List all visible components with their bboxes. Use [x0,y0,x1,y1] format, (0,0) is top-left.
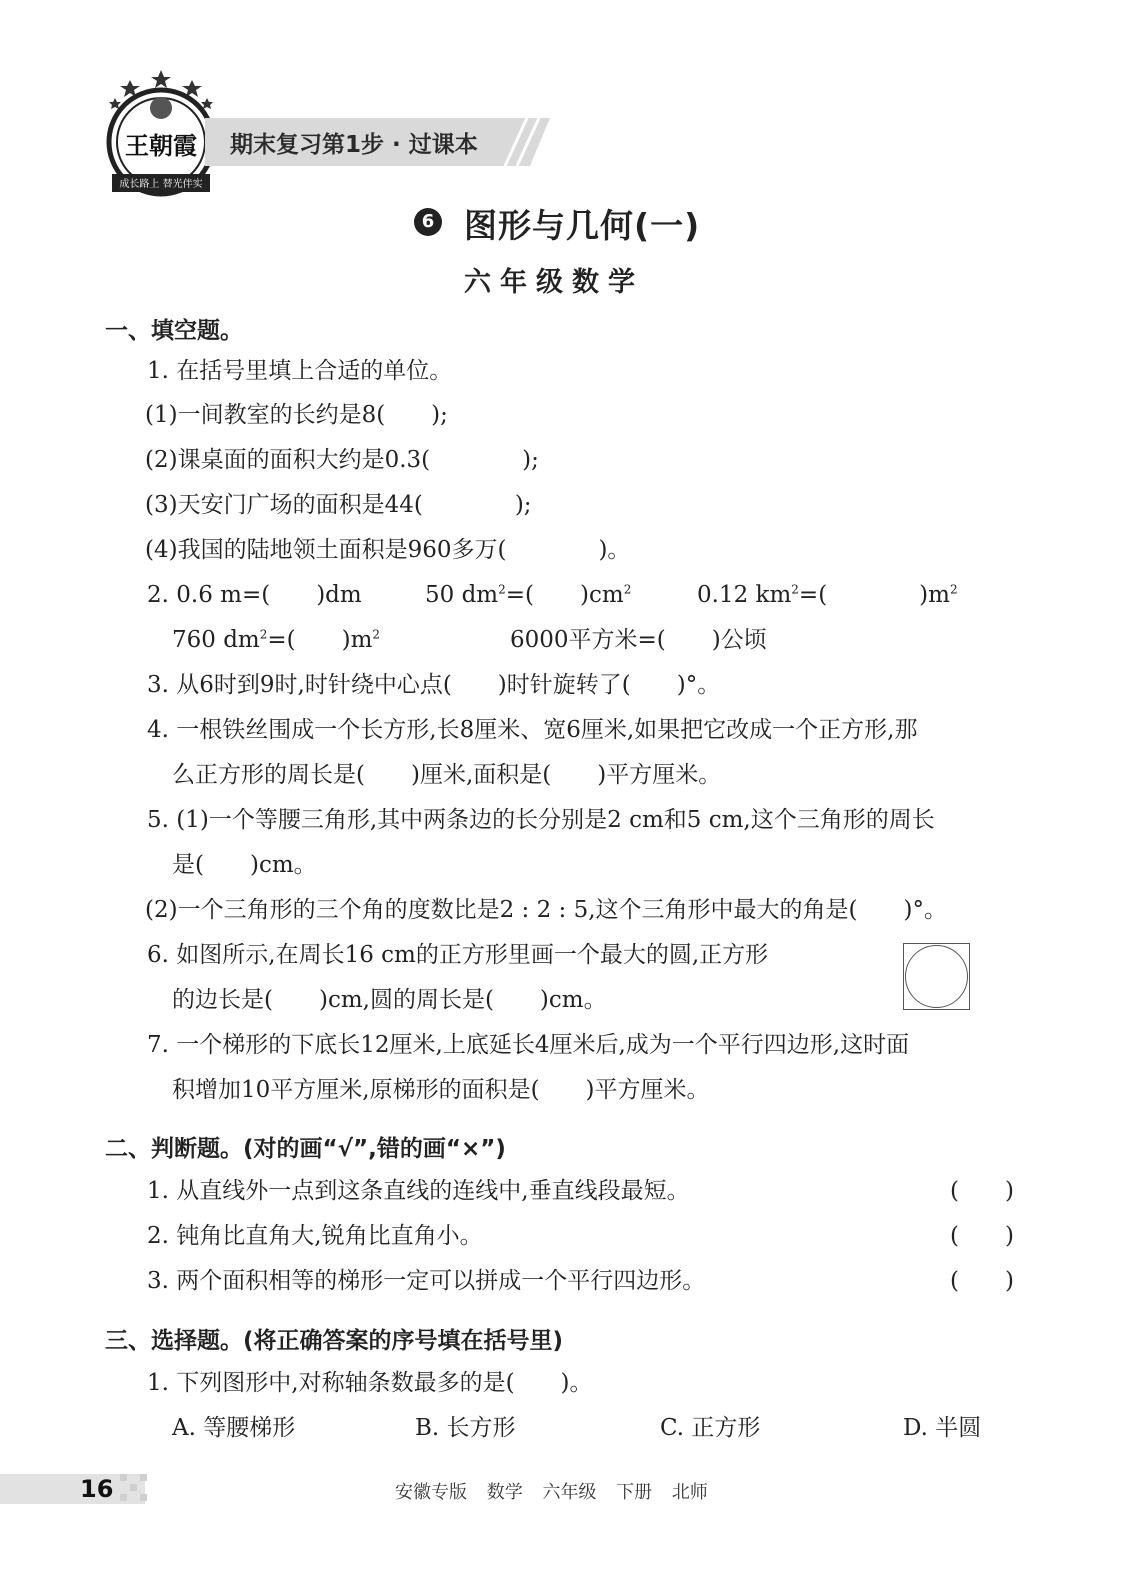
answer-paren-1: ( ) [950,1178,1014,1204]
question-1-4: (4)我国的陆地领土面积是960多万( )。 [145,537,631,563]
judge-item-2: 2. 钝角比直角大,锐角比直角小。 [147,1223,483,1249]
question-2d: 760 $dm^2=$( )$m^2$ [172,627,381,653]
banner-title: 期末复习第1步 · 过课本 [230,132,478,158]
judge-item-3: 3. 两个面积相等的梯形一定可以拼成一个平行四边形。 [147,1268,706,1294]
svg-text:王朝霞: 王朝霞 [125,131,197,160]
question-5-line1: 5. (1)一个等腰三角形,其中两条边的长分别是2 cm和5 cm,这个三角形的周长 [147,807,935,833]
question-3: 3. 从6时到9时,时针绕中心点( )时针旋转了( )°。 [147,672,721,698]
page-subtitle: 六年级数学 [464,267,644,298]
question-2e: 6000平方米=( )公顷 [510,627,767,653]
page-number: 16 [80,1475,114,1503]
page-title: 图形与几何(一) [464,206,701,245]
section-heading-true-false: 二、判断题。(对的画“√”,错的画“×”) [105,1136,506,1162]
answer-paren-3: ( ) [950,1268,1014,1294]
question-1-1: (1)一间教室的长约是8( ); [145,402,448,428]
question-4-line2: 么正方形的周长是( )厘米,面积是( )平方厘米。 [172,762,722,788]
unit-number-badge: 6 [414,208,442,236]
footer-dots [120,1474,150,1508]
question-4-line1: 4. 一根铁丝围成一个长方形,长8厘米、宽6厘米,如果把它改成一个正方形,那 [147,717,918,743]
question-2c: 0.12 $km^2=$( )$m^2$ [697,582,958,608]
option-b: B. 长方形 [415,1415,516,1441]
answer-paren-2: ( ) [950,1223,1014,1249]
svg-text:成长路上 替光伴实: 成长路上 替光伴实 [119,179,203,190]
footer-edition: 安徽专版 数学 六年级 下册 北师 [395,1482,708,1503]
question-7-line2: 积增加10平方厘米,原梯形的面积是( )平方厘米。 [172,1077,710,1103]
section-heading-choice: 三、选择题。(将正确答案的序号填在括号里) [105,1328,564,1354]
question-2a: 2. 0.6 m=( )dm [147,582,362,608]
option-d: D. 半圆 [903,1415,982,1441]
publisher-logo [100,68,222,198]
question-1: 1. 在括号里填上合适的单位。 [147,358,453,384]
question-1-2: (2)课桌面的面积大约是0.3( ); [145,447,539,473]
question-6-line1: 6. 如图所示,在周长16 cm的正方形里画一个最大的圆,正方形 [147,942,769,968]
section-heading-fill-in: 一、填空题。 [105,318,243,344]
question-2b: 50 $dm^2=$( )$cm^2$ [425,582,632,608]
question-6-line2: 的边长是( )cm,圆的周长是( )cm。 [172,987,607,1013]
question-1-3: (3)天安门广场的面积是44( ); [145,492,532,518]
choice-question-1: 1. 下列图形中,对称轴条数最多的是( )。 [147,1370,593,1396]
question-5-line2: 是( )cm。 [172,852,317,878]
judge-item-1: 1. 从直线外一点到这条直线的连线中,垂直线段最短。 [147,1178,690,1204]
inscribed-circle-figure [905,945,968,1008]
question-5-2: (2)一个三角形的三个角的度数比是2 : 2 : 5,这个三角形中最大的角是( )°。 [145,897,947,923]
question-7-line1: 7. 一个梯形的下底长12厘米,上底延长4厘米后,成为一个平行四边形,这时面 [147,1032,910,1058]
option-c: C. 正方形 [660,1415,761,1441]
option-a: A. 等腰梯形 [172,1415,296,1441]
